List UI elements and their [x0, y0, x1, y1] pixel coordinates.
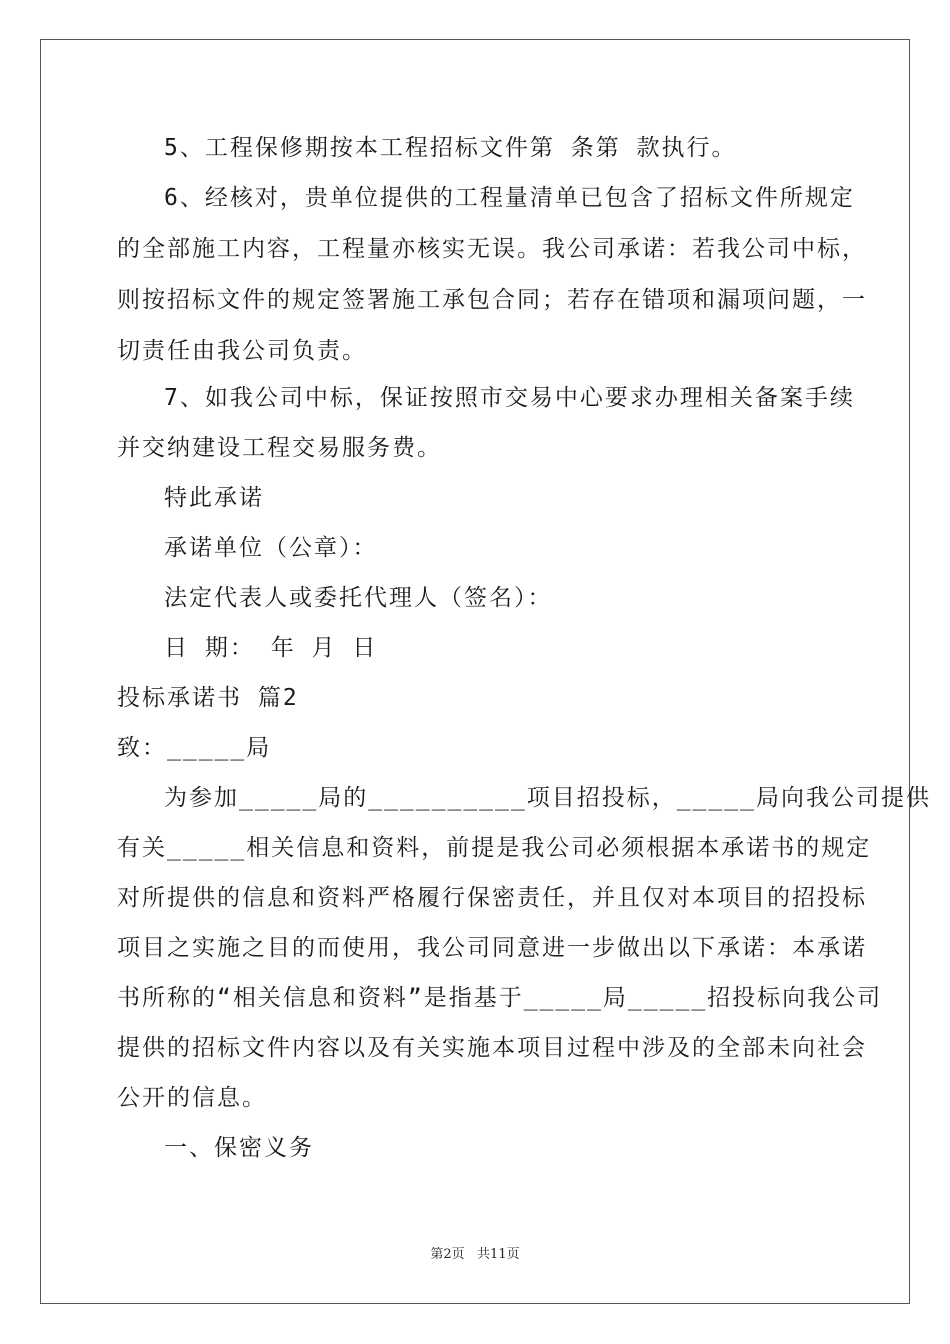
paragraph-6-line-1: 6、经核对，贵单位提供的工程量清单已包含了招标文件所规定: [164, 185, 855, 211]
confidentiality-heading: 一、保密义务: [164, 1135, 314, 1161]
paragraph-6-line-2: 的全部施工内容，工程量亦核实无误。我公司承诺：若我公司中标，: [117, 236, 867, 262]
addressee: 致：_____局: [117, 735, 272, 761]
body-paragraph-line-1: 为参加_____局的__________项目招投标，_____局向我公司提供: [164, 785, 931, 811]
paragraph-7-line-2: 并交纳建设工程交易服务费。: [117, 435, 442, 461]
page-number: 第2页 共11页: [430, 1247, 520, 1262]
committing-unit-label: 承诺单位（公章）：: [164, 535, 378, 561]
body-paragraph-line-7: 公开的信息。: [117, 1085, 267, 1111]
closing-statement: 特此承诺: [164, 485, 264, 511]
body-paragraph-line-2: 有关_____相关信息和资料，前提是我公司必须根据本承诺书的规定: [117, 835, 872, 861]
body-paragraph-line-3: 对所提供的信息和资料严格履行保密责任，并且仅对本项目的招投标: [117, 885, 867, 911]
body-paragraph-line-6: 提供的招标文件内容以及有关实施本项目过程中涉及的全部未向社会: [117, 1035, 867, 1061]
date-label: 日 期： 年 月 日: [164, 635, 378, 661]
body-paragraph-line-4: 项目之实施之目的而使用，我公司同意进一步做出以下承诺：本承诺: [117, 935, 867, 961]
paragraph-7-line-1: 7、如我公司中标，保证按照市交易中心要求办理相关备案手续: [164, 385, 855, 411]
body-paragraph-line-5: 书所称的“相关信息和资料”是指基于_____局_____招投标向我公司: [117, 985, 883, 1011]
paragraph-6-line-4: 切责任由我公司负责。: [117, 338, 367, 364]
page-border: [40, 39, 910, 1304]
paragraph-5-line-1: 5、工程保修期按本工程招标文件第 条第 款执行。: [164, 135, 737, 161]
signature-label: 法定代表人或委托代理人（签名）：: [164, 585, 553, 611]
paragraph-6-line-3: 则按招标文件的规定签署施工承包合同；若存在错项和漏项问题，一: [117, 287, 867, 313]
section-title: 投标承诺书 篇2: [117, 685, 299, 711]
